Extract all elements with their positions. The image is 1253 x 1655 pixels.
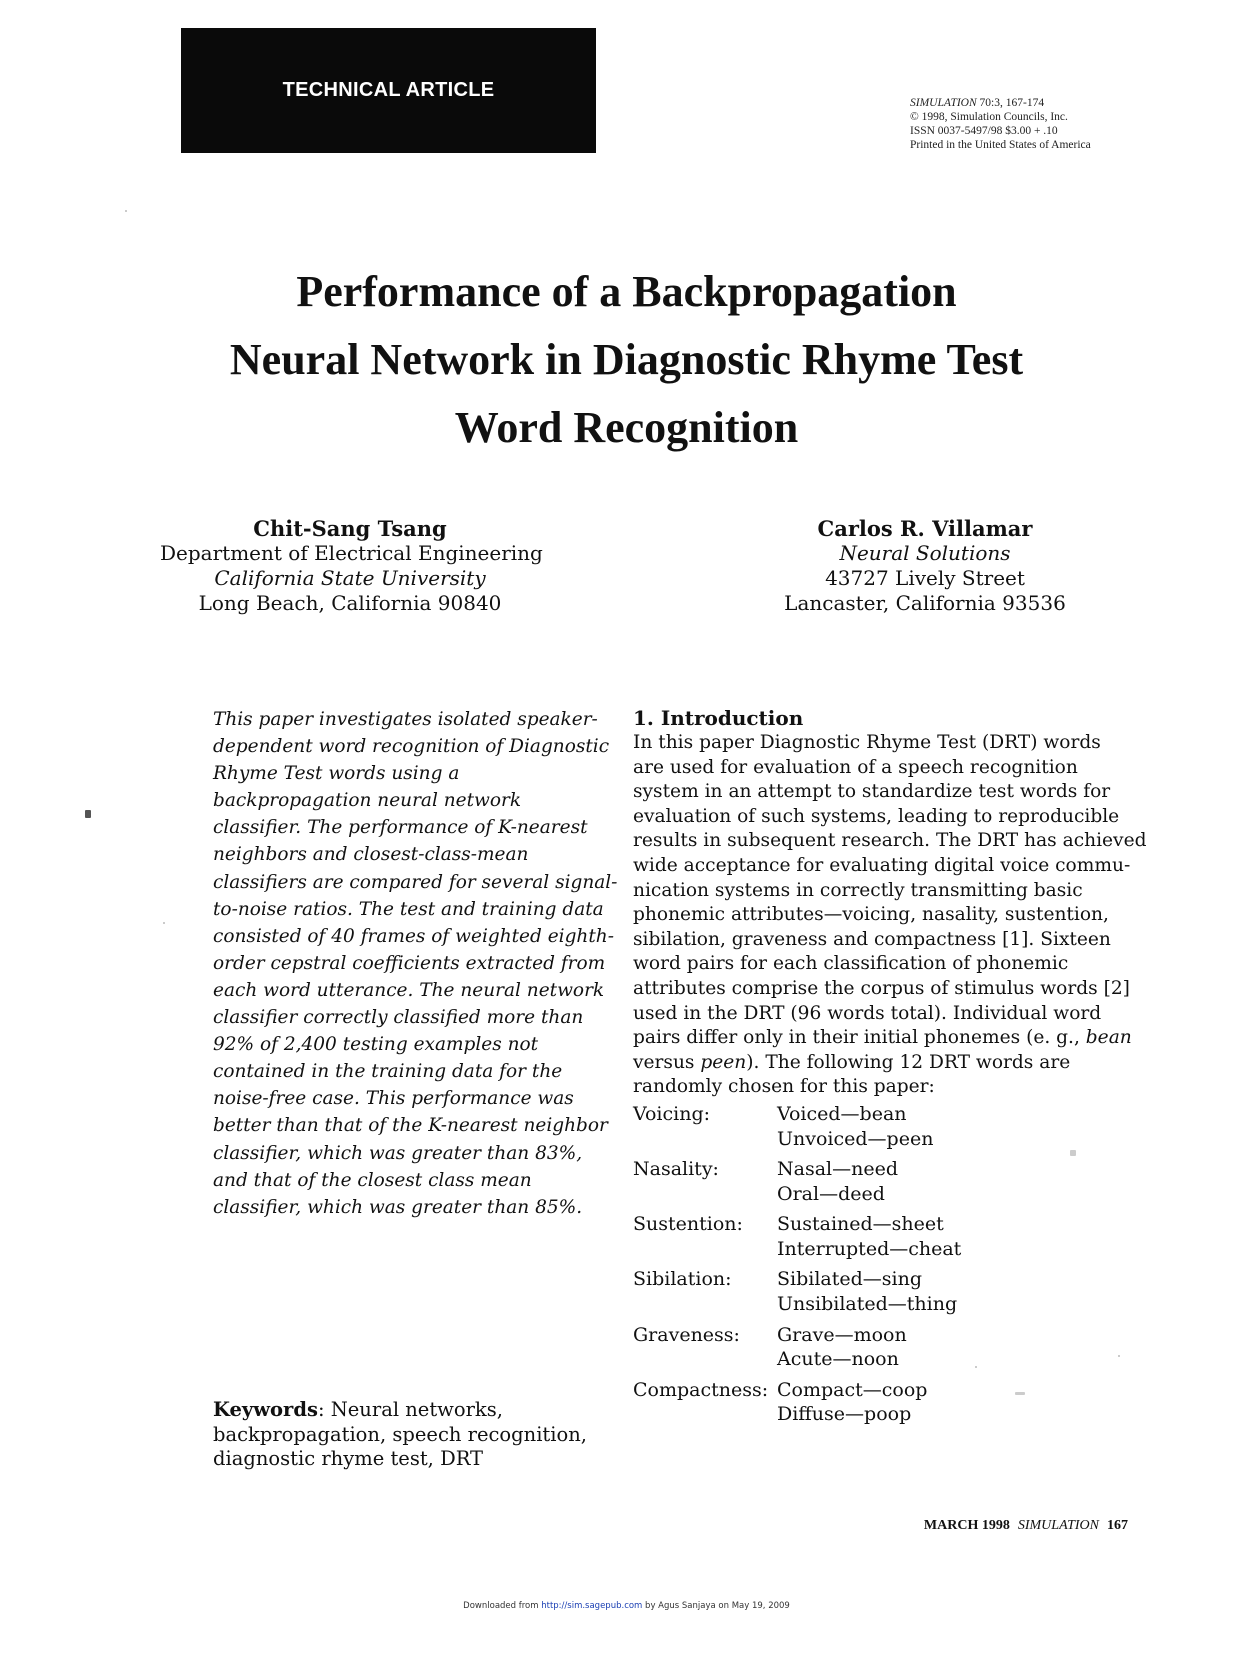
word-pair: Sustained—sheet xyxy=(777,1213,944,1236)
drt-word-row xyxy=(633,1378,1153,1427)
attribute-words xyxy=(777,1267,957,1316)
abstract-line: classifier, which was greater than 83%, xyxy=(213,1142,583,1164)
author-block xyxy=(160,516,543,616)
abstract-line: contained in the training data for the xyxy=(213,1061,563,1083)
word-pair: Unvoiced—peen xyxy=(777,1127,934,1150)
abstract-line: classifiers are compared for several signal- xyxy=(213,871,618,893)
abstract-line: classifier. The performance of K-nearest xyxy=(213,817,588,839)
scan-speck xyxy=(1015,1392,1025,1395)
word-pair: Nasal—need xyxy=(777,1158,898,1181)
word-pair: Acute—noon xyxy=(777,1348,899,1371)
body-line: In this paper Diagnostic Rhyme Test (DRT) words xyxy=(633,732,1101,753)
download-link[interactable]: http://sim.sagepub.com xyxy=(541,1601,643,1611)
body-line: are used for evaluation of a speech recognition xyxy=(633,756,1078,778)
attribute-words xyxy=(777,1157,898,1206)
attribute-label: Sibilation: xyxy=(633,1268,732,1291)
introduction-section xyxy=(633,705,1153,1433)
download-notice xyxy=(0,1601,1253,1611)
keywords-text: : Neural networks, xyxy=(317,1398,503,1421)
body-line: randomly chosen for this paper: xyxy=(633,1076,935,1098)
keywords xyxy=(213,1398,593,1472)
body-line: word pairs for each classification of phonemic xyxy=(633,953,1069,975)
paper-title xyxy=(90,258,1163,462)
body-line: used in the DRT (96 words total). Individual word xyxy=(633,1002,1102,1024)
example-word: peen xyxy=(700,1051,747,1073)
download-prefix: Downloaded from xyxy=(463,1601,542,1611)
footer-date: MARCH 1998 xyxy=(923,1518,1010,1533)
author-name: Carlos R. Villamar xyxy=(817,516,1033,541)
body-text: ). The following 12 DRT words are xyxy=(746,1051,1071,1073)
author-affiliation: Department of Electrical Engineering xyxy=(160,541,543,565)
abstract-line: Rhyme Test words using a xyxy=(213,763,460,785)
abstract-line: each word utterance. The neural network xyxy=(213,979,605,1001)
abstract-line: noise-free case. This performance was xyxy=(213,1088,574,1110)
publication-info xyxy=(910,96,1230,152)
body-line: attributes comprise the corpus of stimulus words [2] xyxy=(633,977,1130,999)
page-footer xyxy=(888,1518,1128,1534)
attribute-words xyxy=(777,1212,961,1261)
attribute-words xyxy=(777,1323,907,1372)
article-type-banner xyxy=(181,28,596,153)
scan-speck xyxy=(85,810,91,818)
scan-speck xyxy=(163,922,165,924)
title-line: Word Recognition xyxy=(454,403,799,452)
journal-name: SIMULATION xyxy=(910,97,977,109)
abstract xyxy=(213,706,618,1221)
scan-speck xyxy=(1070,1150,1076,1156)
printed-line: Printed in the United States of America xyxy=(910,139,1091,151)
attribute-words xyxy=(777,1102,933,1151)
abstract-line: order cepstral coefficients extracted from xyxy=(213,952,606,974)
drt-word-row xyxy=(633,1323,1153,1372)
attribute-label: Sustention: xyxy=(633,1213,743,1236)
word-pair: Grave—moon xyxy=(777,1323,907,1346)
title-line: Neural Network in Diagnostic Rhyme Test xyxy=(229,335,1024,384)
word-pair: Compact—coop xyxy=(777,1378,928,1401)
author-organization: California State University xyxy=(214,566,486,590)
abstract-line: 92% of 2,400 testing examples not xyxy=(213,1034,539,1056)
abstract-line: classifier correctly classified more than xyxy=(213,1007,584,1029)
author-name: Chit-Sang Tsang xyxy=(253,516,447,541)
author-block xyxy=(735,516,1115,616)
title-line: Performance of a Backpropagation xyxy=(296,267,957,316)
word-pair: Diffuse—poop xyxy=(777,1403,912,1426)
body-text: versus xyxy=(633,1051,701,1073)
keywords-line xyxy=(213,1398,593,1423)
attribute-label: Voicing: xyxy=(633,1102,711,1125)
copyright-line: © 1998, Simulation Councils, Inc. xyxy=(910,111,1068,123)
author-address: Long Beach, California 90840 xyxy=(198,591,502,615)
keywords-line: backpropagation, speech recognition, xyxy=(213,1422,587,1446)
author-address: Lancaster, California 93536 xyxy=(784,591,1066,615)
page-number: 167 xyxy=(1107,1518,1128,1533)
abstract-line: better than that of the K-nearest neighbor xyxy=(213,1115,608,1137)
author-street: 43727 Lively Street xyxy=(825,566,1025,590)
scan-speck xyxy=(975,1366,977,1368)
word-pair: Voiced—bean xyxy=(777,1102,907,1125)
section-heading: 1. Introduction xyxy=(633,706,804,730)
abstract-line: and that of the closest class mean xyxy=(213,1169,532,1191)
keywords-line: diagnostic rhyme test, DRT xyxy=(213,1447,484,1470)
attribute-label: Nasality: xyxy=(633,1158,719,1181)
word-pair: Sibilated—sing xyxy=(777,1268,923,1291)
body-text: pairs differ only in their initial phonemes (e. g., xyxy=(633,1027,1086,1049)
abstract-line: backpropagation neural network xyxy=(213,790,522,812)
drt-word-row xyxy=(633,1267,1153,1316)
abstract-line: to-noise ratios. The test and training data xyxy=(213,898,604,920)
body-line: phonemic attributes—voicing, nasality, sustention, xyxy=(633,904,1109,926)
article-type-label: TECHNICAL ARTICLE xyxy=(282,79,495,101)
abstract-line: This paper investigates isolated speaker- xyxy=(213,709,598,730)
abstract-line: neighbors and closest-class-mean xyxy=(213,844,529,866)
scan-speck xyxy=(125,210,127,212)
scan-speck xyxy=(1118,1355,1120,1357)
attribute-label: Compactness: xyxy=(633,1378,769,1401)
body-line: system in an attempt to standardize test words for xyxy=(633,781,1111,803)
body-line: results in subsequent research. The DRT has achieved xyxy=(633,830,1147,852)
author-affiliation: Neural Solutions xyxy=(839,541,1011,565)
abstract-line: dependent word recognition of Diagnostic xyxy=(213,736,610,758)
body-line xyxy=(633,1026,1153,1051)
word-pair: Oral—deed xyxy=(777,1182,885,1205)
abstract-line: consisted of 40 frames of weighted eighth- xyxy=(213,925,614,947)
download-suffix: by Agus Sanjaya on May 19, 2009 xyxy=(642,1601,790,1611)
attribute-words xyxy=(777,1378,927,1427)
drt-word-row xyxy=(633,1157,1153,1206)
drt-word-row xyxy=(633,1212,1153,1261)
keywords-label: Keywords xyxy=(213,1398,318,1421)
body-line xyxy=(633,1051,1153,1076)
attribute-label: Graveness: xyxy=(633,1323,740,1346)
example-word: bean xyxy=(1085,1027,1132,1049)
body-line: nication systems in correctly transmitting basic xyxy=(633,879,1083,901)
footer-journal: SIMULATION xyxy=(1017,1518,1099,1533)
journal-volume: 70:3, 167-174 xyxy=(979,97,1045,109)
abstract-line: classifier, which was greater than 85%. xyxy=(213,1196,583,1218)
body-line: wide acceptance for evaluating digital voice commu- xyxy=(633,854,1131,876)
body-line: sibilation, graveness and compactness [1]. Sixteen xyxy=(633,928,1111,950)
word-pair: Interrupted—cheat xyxy=(777,1237,962,1260)
issn-line: ISSN 0037-5497/98 $3.00 + .10 xyxy=(910,125,1058,137)
word-pair: Unsibilated—thing xyxy=(777,1293,958,1316)
drt-word-row xyxy=(633,1102,1153,1151)
body-line: evaluation of such systems, leading to reproducible xyxy=(633,805,1120,827)
journal-citation xyxy=(910,96,1230,110)
